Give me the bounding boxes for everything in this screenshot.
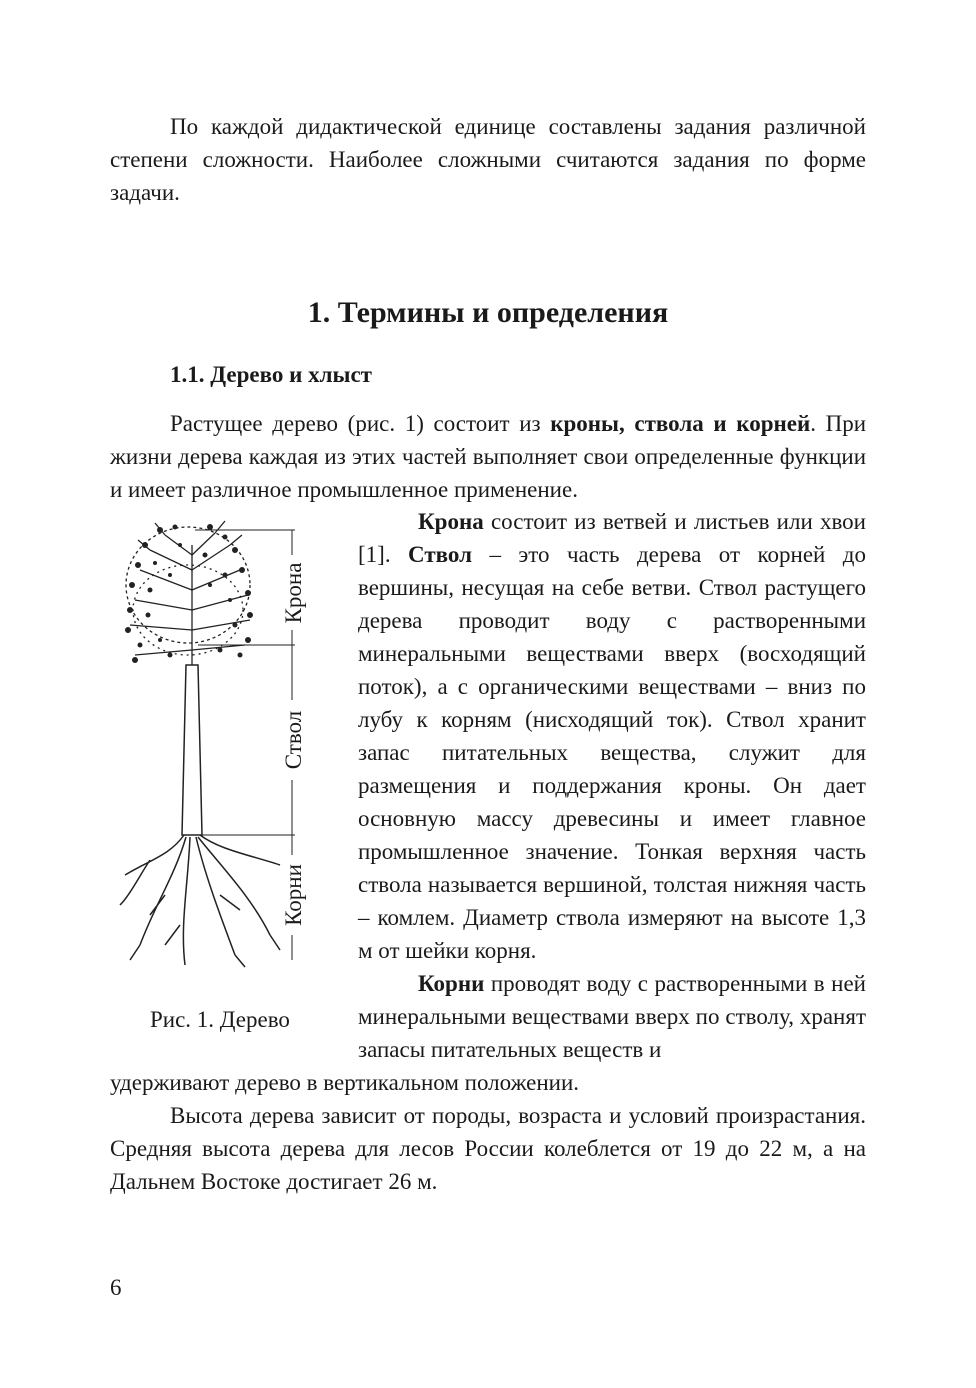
paragraph-crown-trunk	[358, 505, 866, 967]
term-trunk: Ствол	[408, 542, 472, 567]
chapter-title: 1. Термины и определения	[307, 296, 669, 329]
label-roots: Корни	[281, 864, 306, 926]
term-crown: Крона	[418, 509, 484, 534]
page-number: 6	[110, 1275, 122, 1300]
paragraph-tree-parts-lead: Растущее дерево (рис. 1) состоит из	[170, 411, 551, 436]
label-trunk: Ствол	[281, 710, 306, 770]
paragraph-roots	[358, 967, 866, 1066]
paragraph-roots-continued: удерживают дерево в вертикальном положении.	[110, 1070, 580, 1095]
paragraph-tree-parts	[110, 407, 866, 506]
tree-figure	[110, 515, 336, 975]
trunk-text: – это часть дерева от корней до вершины, несущая на себе ветви. Ствол растущего дерева проводит воду с растворенными минеральными веществами вверх (восходящий поток), а с органическими веществами – вниз по лубу к корням (нисходящий ток). Ствол хранит запас питательных вещества, служит для размещения и поддержания кроны. Он дает основную массу древесины и имеет главное промышленное значение. Тонкая верхняя часть ствола называется вершиной, толстая нижняя часть – комлем. Диаметр ствола измеряют на высоте 1,3 м от шейки корня.	[358, 542, 866, 963]
paragraph-tree-parts-tail: . При жизни дерева каждая из этих частей выполняет свои определенные функции и имеет различное промышленное применение.	[110, 411, 867, 502]
tree-illustration	[110, 515, 336, 975]
tree-leaves	[125, 524, 253, 663]
crown-text: состоит из ветвей и листьев или хвои [1].	[358, 509, 866, 567]
figure-caption: Рис. 1. Дерево	[150, 1007, 290, 1032]
intro-paragraph: По каждой дидактической единице составлены задания различной степени сложности. Наиболее сложными считаются задания по форме задачи.	[110, 114, 866, 205]
roots-text: проводят воду с растворенными в ней минеральными веществами вверх по стволу, хранят запасы питательных веществ и	[358, 971, 866, 1062]
term-roots: Корни	[418, 971, 485, 996]
label-crown: Крона	[281, 562, 306, 624]
section-title: 1.1. Дерево и хлыст	[170, 362, 372, 387]
tree-trunk	[182, 665, 202, 835]
paragraph-height: Высота дерева зависит от породы, возраста и условий произрастания. Средняя высота дерева для лесов России колеблется от 19 до 22 м, а на Дальнем Востоке достигает 26 м.	[110, 1103, 866, 1194]
paragraph-tree-parts-bold: кроны, ствола и корней	[550, 411, 811, 436]
tree-roots	[120, 835, 280, 967]
